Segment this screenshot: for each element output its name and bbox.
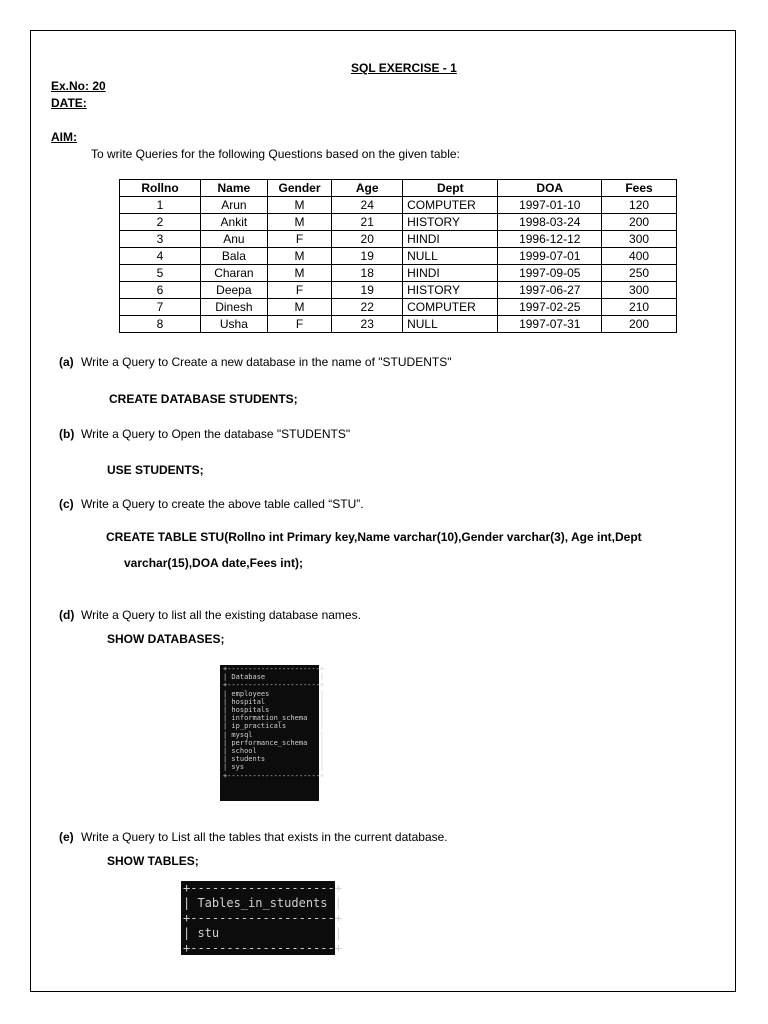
table-cell: 18 bbox=[332, 265, 403, 282]
terminal-database-item: | sys | bbox=[223, 763, 325, 772]
table-cell: 210 bbox=[602, 299, 677, 316]
table-cell: Arun bbox=[201, 197, 268, 214]
exercise-number: Ex.No: 20 bbox=[51, 79, 106, 93]
table-header-cell: Age bbox=[332, 180, 403, 197]
table-cell: 19 bbox=[332, 282, 403, 299]
table-cell: 250 bbox=[602, 265, 677, 282]
table-cell: 1 bbox=[120, 197, 201, 214]
document-page bbox=[30, 30, 736, 992]
tables-terminal-output bbox=[181, 881, 342, 955]
answer-c-line-2: varchar(15),DOA date,Fees int); bbox=[124, 556, 303, 570]
table-cell: Charan bbox=[201, 265, 268, 282]
answer-d: SHOW DATABASES; bbox=[107, 632, 225, 646]
question-text: Write a Query to Create a new database in the name of "STUDENTS" bbox=[81, 355, 452, 369]
question-text: Write a Query to list all the existing database names. bbox=[81, 608, 361, 622]
table-cell: M bbox=[267, 299, 332, 316]
document-title: SQL EXERCISE - 1 bbox=[351, 61, 457, 75]
answer-c-line-1: CREATE TABLE STU(Rollno int Primary key,Name varchar(10),Gender varchar(3), Age int,Dept bbox=[106, 530, 642, 544]
date-label: DATE: bbox=[51, 96, 87, 110]
table-cell: 120 bbox=[602, 197, 677, 214]
aim-text: To write Queries for the following Questions based on the given table: bbox=[91, 147, 460, 161]
question-label: (a) bbox=[59, 355, 74, 369]
question-a bbox=[59, 355, 451, 369]
terminal-header: | Tables_in_students | bbox=[183, 896, 342, 910]
table-cell: HINDI bbox=[403, 265, 498, 282]
terminal-database-item: | employees | bbox=[223, 689, 325, 698]
table-cell: F bbox=[267, 231, 332, 248]
table-cell: 1997-02-25 bbox=[498, 299, 602, 316]
table-header-cell: Gender bbox=[267, 180, 332, 197]
table-cell: 200 bbox=[602, 214, 677, 231]
table-row bbox=[120, 299, 677, 316]
table-cell: HISTORY bbox=[403, 282, 498, 299]
table-cell: 200 bbox=[602, 316, 677, 333]
terminal-database-item: | information_schema | bbox=[223, 714, 325, 723]
table-cell: 19 bbox=[332, 248, 403, 265]
table-cell: 23 bbox=[332, 316, 403, 333]
terminal-row: | stu | bbox=[183, 926, 342, 940]
terminal-border: +--------------------+ bbox=[183, 881, 342, 895]
table-header-cell: Fees bbox=[602, 180, 677, 197]
table-cell: 1997-06-27 bbox=[498, 282, 602, 299]
table-cell: NULL bbox=[403, 316, 498, 333]
table-header-cell: Name bbox=[201, 180, 268, 197]
table-header-cell: Dept bbox=[403, 180, 498, 197]
student-table bbox=[119, 179, 677, 333]
table-cell: 1997-01-10 bbox=[498, 197, 602, 214]
answer-a: CREATE DATABASE STUDENTS; bbox=[109, 392, 298, 406]
table-cell: 1997-09-05 bbox=[498, 265, 602, 282]
table-cell: Bala bbox=[201, 248, 268, 265]
question-b bbox=[59, 427, 350, 441]
table-cell: 5 bbox=[120, 265, 201, 282]
table-cell: F bbox=[267, 282, 332, 299]
table-cell: 21 bbox=[332, 214, 403, 231]
table-row bbox=[120, 265, 677, 282]
table-cell: 4 bbox=[120, 248, 201, 265]
table-cell: COMPUTER bbox=[403, 197, 498, 214]
table-cell: HISTORY bbox=[403, 214, 498, 231]
terminal-border: +----------------------+ bbox=[223, 665, 325, 673]
table-cell: M bbox=[267, 214, 332, 231]
terminal-database-item: | mysql | bbox=[223, 730, 325, 739]
table-row bbox=[120, 231, 677, 248]
table-cell: Deepa bbox=[201, 282, 268, 299]
table-cell: M bbox=[267, 197, 332, 214]
question-c bbox=[59, 497, 364, 511]
question-label: (c) bbox=[59, 497, 74, 511]
table-header-cell: Rollno bbox=[120, 180, 201, 197]
question-label: (d) bbox=[59, 608, 75, 622]
table-cell: 7 bbox=[120, 299, 201, 316]
terminal-header: | Database | bbox=[223, 673, 325, 682]
terminal-border: +----------------------+ bbox=[223, 681, 325, 690]
question-label: (e) bbox=[59, 830, 74, 844]
table-cell: NULL bbox=[403, 248, 498, 265]
terminal-database-item: | hospital | bbox=[223, 697, 325, 706]
answer-b: USE STUDENTS; bbox=[107, 463, 204, 477]
table-cell: M bbox=[267, 248, 332, 265]
aim-label: AIM: bbox=[51, 130, 77, 144]
table-row bbox=[120, 214, 677, 231]
table-cell: 300 bbox=[602, 282, 677, 299]
terminal-database-item: | students | bbox=[223, 755, 325, 764]
answer-e: SHOW TABLES; bbox=[107, 854, 199, 868]
table-cell: Usha bbox=[201, 316, 268, 333]
table-cell: M bbox=[267, 265, 332, 282]
table-cell: 20 bbox=[332, 231, 403, 248]
table-row bbox=[120, 248, 677, 265]
terminal-database-item: | school | bbox=[223, 747, 325, 756]
question-text: Write a Query to List all the tables that exists in the current database. bbox=[81, 830, 448, 844]
table-cell: 1996-12-12 bbox=[498, 231, 602, 248]
table-row bbox=[120, 197, 677, 214]
question-d bbox=[59, 608, 361, 622]
table-cell: 1997-07-31 bbox=[498, 316, 602, 333]
table-cell: 8 bbox=[120, 316, 201, 333]
question-e bbox=[59, 830, 448, 844]
terminal-border: +----------------------+ bbox=[223, 771, 325, 780]
table-row bbox=[120, 316, 677, 333]
terminal-border: +--------------------+ bbox=[183, 941, 342, 955]
databases-terminal-output bbox=[220, 665, 325, 801]
table-cell: 2 bbox=[120, 214, 201, 231]
table-header-cell: DOA bbox=[498, 180, 602, 197]
table-cell: 6 bbox=[120, 282, 201, 299]
table-cell: Ankit bbox=[201, 214, 268, 231]
table-header-row bbox=[120, 180, 677, 197]
terminal-border: +--------------------+ bbox=[183, 911, 342, 925]
table-cell: 3 bbox=[120, 231, 201, 248]
terminal-database-item: | hospitals | bbox=[223, 706, 325, 715]
table-cell: 24 bbox=[332, 197, 403, 214]
question-text: Write a Query to create the above table called “STU”. bbox=[81, 497, 364, 511]
question-label: (b) bbox=[59, 427, 75, 441]
table-cell: HINDI bbox=[403, 231, 498, 248]
question-text: Write a Query to Open the database "STUDENTS" bbox=[81, 427, 351, 441]
table-cell: 1999-07-01 bbox=[498, 248, 602, 265]
table-cell: F bbox=[267, 316, 332, 333]
table-cell: 300 bbox=[602, 231, 677, 248]
table-cell: 22 bbox=[332, 299, 403, 316]
table-cell: 400 bbox=[602, 248, 677, 265]
table-cell: Dinesh bbox=[201, 299, 268, 316]
table-cell: COMPUTER bbox=[403, 299, 498, 316]
table-cell: Anu bbox=[201, 231, 268, 248]
terminal-database-item: | performance_schema | bbox=[223, 738, 325, 747]
table-row bbox=[120, 282, 677, 299]
terminal-database-item: | ip_practicals | bbox=[223, 722, 325, 731]
table-cell: 1998-03-24 bbox=[498, 214, 602, 231]
